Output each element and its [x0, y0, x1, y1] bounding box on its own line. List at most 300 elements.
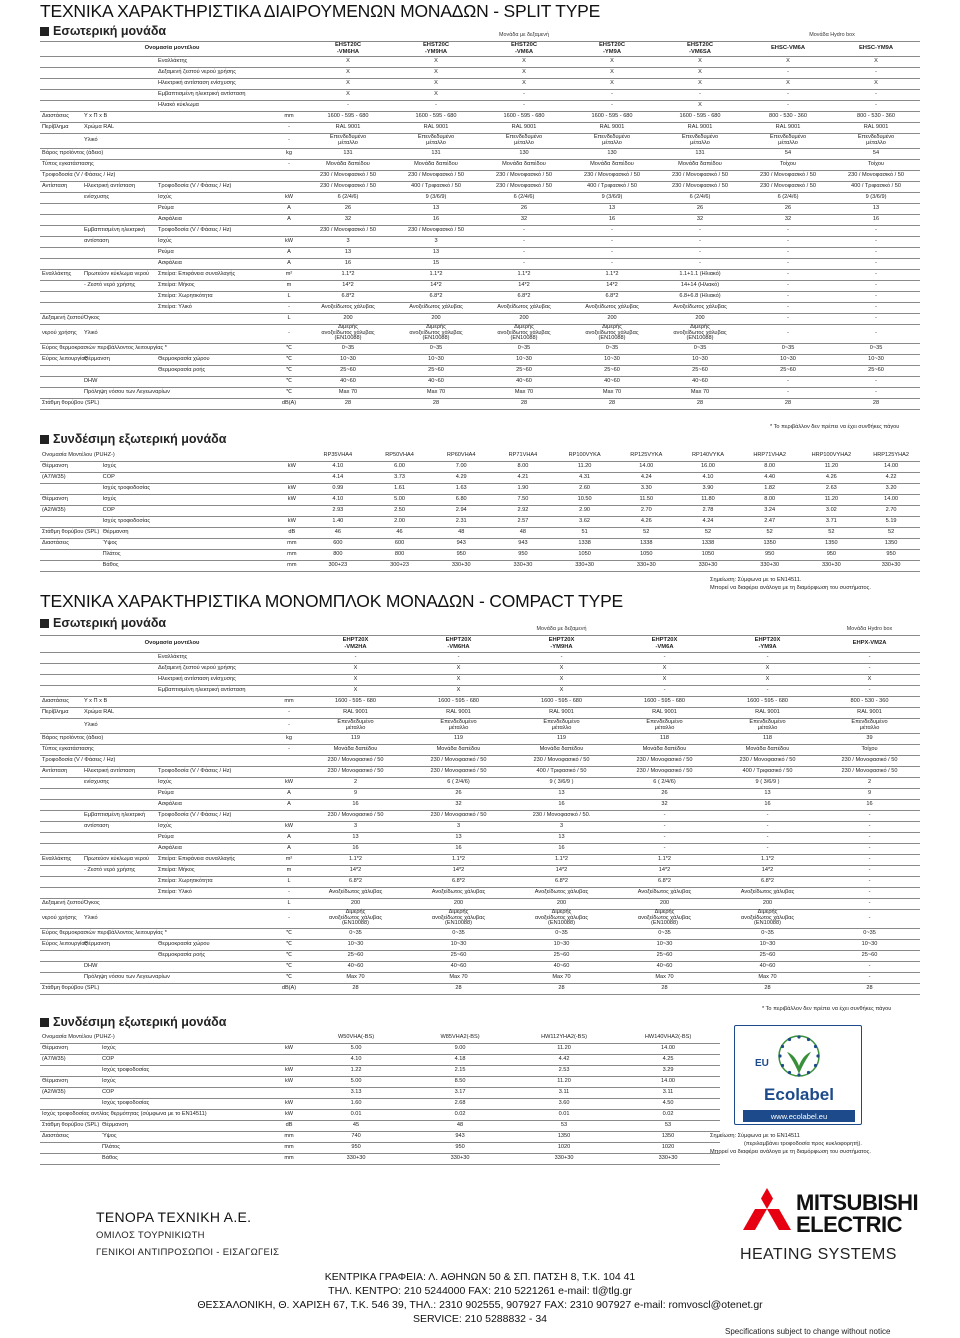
table-cell: 131: [656, 148, 744, 159]
table-cell: -: [716, 832, 819, 843]
table-row: [40, 876, 920, 887]
ecolabel-eu-text: EU: [755, 1058, 769, 1069]
table-cell: ℃: [274, 376, 304, 387]
table-cell: αντίσταση: [82, 236, 156, 247]
table-cell: -: [613, 843, 716, 854]
table-cell: mm: [277, 549, 307, 560]
table-cell: 11.20: [554, 461, 616, 472]
table-cell: Μονάδα δαπέδου: [304, 744, 407, 755]
table-cell: 13: [392, 247, 480, 258]
table-cell: Τοίχου: [832, 159, 920, 170]
table-row: [40, 1043, 720, 1054]
table-cell: (A7/W35): [40, 1054, 100, 1065]
table-row: [40, 122, 920, 133]
table-cell: X: [656, 67, 744, 78]
table-cell: Ανοξείδωτος χάλυβας: [392, 302, 480, 313]
table-cell: 14*2: [304, 280, 392, 291]
table-cell: Ισχύς: [156, 821, 274, 832]
ecolabel-logo: [734, 1025, 862, 1125]
table-row: [40, 159, 920, 170]
table-cell: X: [744, 78, 832, 89]
table-cell: Ονομασία μοντέλου: [40, 41, 304, 56]
table-cell: [40, 291, 82, 302]
table-cell: 10~30: [510, 939, 613, 950]
table-cell: Σπείρα: Υλικό: [156, 302, 274, 313]
table-cell: 10~30: [819, 939, 920, 950]
table-cell: 230 / Μονοφασικό / 50: [304, 181, 392, 192]
compact-title: ΤΕΧΝΙΚΑ ΧΑΡΑΚΤΗΡΙΣΤΙΚΑ ΜΟΝΟΜΠΛΟΚ ΜΟΝΑΔΩΝ - COMPACT TYPE: [40, 591, 624, 611]
table-cell: 2.60: [554, 483, 616, 494]
table-cell: 800: [307, 549, 369, 560]
table-cell: -: [480, 247, 568, 258]
table-cell: Μονάδα Hydro box: [819, 625, 920, 635]
table-cell: Max 70: [407, 972, 510, 983]
table-cell: 118: [716, 733, 819, 744]
table-cell: [156, 324, 274, 343]
table-cell: -: [744, 280, 832, 291]
table-cell: [40, 387, 82, 398]
table-cell: 7.50: [492, 494, 554, 505]
table-row: [40, 1131, 720, 1142]
table-cell: Ασφάλεια: [156, 799, 274, 810]
table-cell: Εύρος λειτουργίας: [40, 354, 82, 365]
table-cell: -: [656, 236, 744, 247]
table-row: [40, 269, 920, 280]
table-cell: 330+30: [554, 560, 616, 571]
table-cell: 6.8*2: [304, 291, 392, 302]
compact-outdoor-heading: [40, 1015, 226, 1029]
table-cell: 10.50: [554, 494, 616, 505]
table-cell: A: [274, 247, 304, 258]
table-cell: 16: [510, 799, 613, 810]
table-cell: -: [480, 100, 568, 111]
table-cell: 330+30: [304, 1153, 408, 1164]
table-cell: 3.17: [408, 1087, 512, 1098]
table-cell: 25~60: [392, 365, 480, 376]
table-row: [40, 494, 920, 505]
table-cell: 1600 - 595 - 680: [613, 696, 716, 707]
table-cell: 5.00: [304, 1043, 408, 1054]
table-cell: 28: [716, 983, 819, 994]
table-row: [40, 192, 920, 203]
table-cell: 943: [430, 538, 492, 549]
table-row: [40, 560, 920, 571]
table-cell: Τροφοδοσία (V / Φάσεις / Hz): [156, 225, 304, 236]
table-cell: 16: [510, 843, 613, 854]
table-cell: 14*2: [480, 280, 568, 291]
table-cell: X: [568, 56, 656, 67]
table-cell: -: [744, 376, 832, 387]
table-cell: Ισχύς: [101, 494, 277, 505]
table-cell: 28: [744, 398, 832, 409]
table-cell: -: [744, 236, 832, 247]
table-cell: [40, 67, 156, 78]
table-cell: 4.18: [408, 1054, 512, 1065]
table-row: [40, 538, 920, 549]
table-cell: Ανοξείδωτος χάλυβας: [407, 887, 510, 898]
table-cell: EHST20C -VM6HA: [304, 41, 392, 56]
table-cell: 4.21: [492, 472, 554, 483]
table-cell: Στάθμη θορύβου (SPL): [40, 1120, 100, 1131]
table-cell: RAL 9001: [392, 122, 480, 133]
table-cell: [82, 258, 156, 269]
table-cell: 14.00: [616, 1076, 720, 1087]
table-cell: 10~30: [716, 939, 819, 950]
table-cell: 40~60: [613, 961, 716, 972]
table-row: [40, 527, 920, 538]
table-cell: W50VHA(-BS): [304, 1033, 408, 1043]
table-cell: X: [568, 78, 656, 89]
table-cell: 230 / Μονοφασικό / 50: [407, 755, 510, 766]
table-cell: kg: [274, 733, 304, 744]
table-cell: EHST20C -YM9HA: [392, 41, 480, 56]
table-cell: -: [480, 236, 568, 247]
table-cell: -: [819, 898, 920, 909]
table-row: [40, 214, 920, 225]
table-cell: Διαστάσεις: [40, 696, 82, 707]
table-cell: [277, 505, 307, 516]
table-cell: ενίσχυσης: [82, 777, 156, 788]
table-cell: RP100VYKA: [554, 451, 616, 461]
table-cell: 230 / Μονοφασικό / 50: [568, 170, 656, 181]
table-cell: [40, 1098, 100, 1109]
table-cell: 16: [304, 843, 407, 854]
table-row: [40, 247, 920, 258]
table-cell: 740: [304, 1131, 408, 1142]
table-cell: X: [407, 674, 510, 685]
table-cell: X: [656, 78, 744, 89]
table-row: [40, 313, 920, 324]
table-cell: HRP100VYHA2: [801, 451, 863, 461]
table-cell: A: [274, 788, 304, 799]
table-cell: COP: [100, 1054, 274, 1065]
table-row: [40, 483, 920, 494]
disclaimer: Specifications subject to change without notice: [725, 1327, 891, 1336]
table-cell: 52: [677, 527, 739, 538]
table-cell: [40, 843, 82, 854]
table-row: [40, 549, 920, 560]
table-cell: [40, 810, 82, 821]
table-cell: kW: [274, 1065, 304, 1076]
table-cell: 2: [819, 777, 920, 788]
table-cell: X: [392, 56, 480, 67]
table-cell: RAL 9001: [568, 122, 656, 133]
table-cell: Ανοξείδωτος χάλυβας: [656, 302, 744, 313]
table-cell: 4.29: [430, 472, 492, 483]
table-cell: 13: [304, 247, 392, 258]
table-cell: 16: [304, 799, 407, 810]
table-cell: (A7/W35): [40, 472, 101, 483]
table-cell: Βάρος προϊόντος (άδειο): [40, 148, 274, 159]
table-cell: Ανοξείδωτος χάλυβας: [304, 887, 407, 898]
table-cell: -: [744, 67, 832, 78]
table-cell: Ονομασία Μοντέλου (PUHZ-): [40, 451, 307, 461]
table-cell: 9 ( 3/6/9 ): [716, 777, 819, 788]
table-cell: 0~35: [304, 343, 392, 354]
table-cell: -: [744, 313, 832, 324]
table-cell: Επενδεδυμένο μέταλλο: [613, 718, 716, 733]
table-cell: 200: [510, 898, 613, 909]
table-cell: X: [568, 67, 656, 78]
table-cell: RAL 9001: [407, 707, 510, 718]
table-cell: νερού χρήσης: [40, 324, 82, 343]
table-cell: Μονάδα με δεξαμενή: [304, 31, 744, 41]
table-row: [40, 343, 920, 354]
table-cell: -: [832, 100, 920, 111]
table-cell: Στάθμη θορύβου (SPL): [40, 527, 101, 538]
table-cell: 8.00: [739, 461, 801, 472]
table-cell: 25~60: [407, 950, 510, 961]
table-cell: 11.50: [615, 494, 677, 505]
table-cell: EHPT20X -VM6A: [613, 635, 716, 652]
table-cell: Σπείρα: Χωρητικότητα: [156, 876, 274, 887]
table-cell: Ισχύς τροφοδοσίας αντλίας θερμότητας (σύμφωνα με το EN14511): [40, 1109, 274, 1120]
table-cell: mm: [274, 696, 304, 707]
table-cell: 800 - 530 - 360: [819, 696, 920, 707]
table-cell: Ανοξείδωτος χάλυβας: [480, 302, 568, 313]
table-cell: 0~35: [716, 928, 819, 939]
table-cell: 230 / Μονοφασικό / 50: [392, 170, 480, 181]
table-cell: 1.90: [492, 483, 554, 494]
brand-name: [796, 1192, 918, 1236]
table-cell: Επενδεδυμένο μέταλλο: [568, 133, 656, 148]
table-cell: 330+30: [512, 1153, 616, 1164]
table-cell: 5.00: [304, 1076, 408, 1087]
split-title: ΤΕΧΝΙΚΑ ΧΑΡΑΚΤΗΡΙΣΤΙΚΑ ΔΙΑΙΡΟΥΜΕΝΩΝ ΜΟΝΑΔΩΝ - SPLIT TYPE: [40, 1, 601, 21]
split-indoor-table: [40, 31, 920, 410]
compact-outdoor-note-2: (περιλαμβάνει τροφοδοσία προς κυκλοφορητή).: [744, 1141, 862, 1147]
table-cell: [40, 247, 82, 258]
table-cell: Εμβαπτισμένη ηλεκτρική: [82, 810, 156, 821]
table-cell: Τοίχου: [744, 159, 832, 170]
table-cell: 9 (3/6/9): [568, 192, 656, 203]
table-cell: 11.20: [801, 494, 863, 505]
table-cell: [156, 909, 274, 928]
table-cell: 1600 - 595 - 680: [510, 696, 613, 707]
table-cell: 1.1*2: [716, 854, 819, 865]
table-row: [40, 1142, 720, 1153]
table-cell: 6.8+6.8 (Ηλιακό): [656, 291, 744, 302]
table-cell: [40, 203, 82, 214]
table-cell: [40, 225, 82, 236]
table-cell: 13: [392, 203, 480, 214]
table-cell: Max 70: [656, 387, 744, 398]
compact-outdoor-note-1: Σημείωση: Σύμφωνα με το EN14511: [710, 1133, 800, 1139]
table-cell: 119: [510, 733, 613, 744]
table-cell: Ισχύς: [101, 461, 277, 472]
bullet-square-icon: [40, 435, 49, 444]
table-cell: Χρώμα RAL: [82, 122, 274, 133]
table-cell: X: [407, 663, 510, 674]
table-cell: 6.8*2: [568, 291, 656, 302]
table-cell: 28: [392, 398, 480, 409]
table-cell: 230 / Μονοφασικό / 50: [744, 170, 832, 181]
table-cell: Ασφάλεια: [156, 843, 274, 854]
table-cell: Υλικό: [82, 133, 274, 148]
table-cell: ℃: [274, 365, 304, 376]
table-cell: kW: [274, 1098, 304, 1109]
table-cell: 40~60: [656, 376, 744, 387]
table-cell: ℃: [274, 961, 304, 972]
table-cell: 10~30: [744, 354, 832, 365]
table-cell: [82, 788, 156, 799]
table-cell: 200: [568, 313, 656, 324]
table-cell: [82, 214, 156, 225]
table-cell: 130: [568, 148, 656, 159]
table-cell: -: [744, 247, 832, 258]
table-cell: 0~35: [832, 343, 920, 354]
table-cell: 14*2: [510, 865, 613, 876]
table-row: [40, 755, 920, 766]
table-cell: Πλάτος: [101, 549, 277, 560]
table-cell: 14*2: [304, 865, 407, 876]
table-cell: Δεξαμενή ζεστού: [40, 313, 82, 324]
table-cell: 9: [304, 788, 407, 799]
table-cell: 1020: [512, 1142, 616, 1153]
table-cell: 200: [304, 313, 392, 324]
table-cell: 950: [304, 1142, 408, 1153]
table-cell: 0.01: [512, 1109, 616, 1120]
table-cell: A: [274, 832, 304, 843]
table-cell: 16: [716, 799, 819, 810]
table-cell: 230 / Μονοφασικό / 50: [407, 766, 510, 777]
table-row: [40, 928, 920, 939]
table-row: [40, 810, 920, 821]
table-cell: [82, 203, 156, 214]
table-cell: Αντίσταση: [40, 181, 82, 192]
table-cell: Επενδεδυμένο μέταλλο: [744, 133, 832, 148]
table-cell: 11.80: [677, 494, 739, 505]
table-cell: 230 / Μονοφασικό / 50: [656, 181, 744, 192]
table-cell: X: [613, 674, 716, 685]
table-cell: 52: [801, 527, 863, 538]
table-cell: 40~60: [480, 376, 568, 387]
table-cell: ℃: [274, 972, 304, 983]
table-cell: 11.20: [512, 1043, 616, 1054]
table-cell: -: [304, 100, 392, 111]
table-cell: 16: [304, 258, 392, 269]
table-cell: [40, 192, 82, 203]
table-cell: Ηλεκτρική αντίσταση ενίσχυσης: [156, 78, 304, 89]
table-cell: 14*2: [392, 280, 480, 291]
table-cell: Σπείρα: Επιφάνεια συναλλαγής: [156, 854, 274, 865]
table-cell: X: [510, 674, 613, 685]
table-cell: 6.80: [430, 494, 492, 505]
table-cell: 52: [739, 527, 801, 538]
table-cell: 131: [304, 148, 392, 159]
table-row: [40, 1054, 720, 1065]
table-row: [40, 707, 920, 718]
table-cell: -: [832, 313, 920, 324]
table-row: [40, 909, 920, 928]
table-cell: HW112YHA2(-BS): [512, 1033, 616, 1043]
table-row: [40, 56, 920, 67]
table-cell: [40, 674, 156, 685]
table-cell: -: [819, 961, 920, 972]
table-cell: 230 / Μονοφασικό / 50: [480, 181, 568, 192]
table-cell: Εύρος θερμοκρασιών περιβάλλοντος λειτουργίας *: [40, 928, 274, 939]
table-cell: Μονάδα δαπέδου: [656, 159, 744, 170]
table-cell: -: [819, 972, 920, 983]
table-cell: Ισχύς: [156, 192, 274, 203]
table-cell: [40, 625, 304, 635]
table-cell: Θέρμανση: [100, 1120, 274, 1131]
table-row: [40, 685, 920, 696]
table-cell: Βάρος προϊόντος (άδειο): [40, 733, 274, 744]
table-cell: 10~30: [480, 354, 568, 365]
table-cell: 25~60: [510, 950, 613, 961]
table-cell: RAL 9001: [716, 707, 819, 718]
table-cell: 6 ( 2/4/6): [407, 777, 510, 788]
table-cell: 2.78: [677, 505, 739, 516]
table-cell: -: [832, 324, 920, 343]
table-cell: 1350: [616, 1131, 720, 1142]
table-cell: 300+23: [369, 560, 431, 571]
table-cell: 1.1*2: [304, 854, 407, 865]
table-cell: 3.60: [512, 1098, 616, 1109]
table-cell: -: [274, 744, 304, 755]
table-cell: -: [480, 225, 568, 236]
table-cell: 400 / Τριφασικό / 50: [716, 766, 819, 777]
table-cell: 0~35: [392, 343, 480, 354]
table-cell: 3.11: [512, 1087, 616, 1098]
table-cell: 1350: [862, 538, 920, 549]
table-cell: Max 70: [304, 387, 392, 398]
table-row: [40, 832, 920, 843]
table-cell: EHPT20X -YM9HA: [510, 635, 613, 652]
table-cell: 3: [407, 821, 510, 832]
table-cell: 330+30: [677, 560, 739, 571]
table-cell: -: [274, 302, 304, 313]
table-cell: 51: [554, 527, 616, 538]
table-cell: 330+30: [430, 560, 492, 571]
table-cell: Όγκος: [82, 898, 156, 909]
table-cell: 6 (2/4/6): [656, 192, 744, 203]
table-cell: 10~30: [304, 354, 392, 365]
table-cell: -: [819, 810, 920, 821]
table-cell: 26: [407, 788, 510, 799]
table-cell: 32: [656, 214, 744, 225]
table-cell: Θερμοκρασία ροής: [156, 950, 274, 961]
table-cell: 14*2: [716, 865, 819, 876]
table-cell: Ύψος: [101, 538, 277, 549]
table-row: [40, 898, 920, 909]
table-cell: 25~60: [568, 365, 656, 376]
table-cell: 1600 - 595 - 680: [716, 696, 819, 707]
table-cell: 14*2: [613, 865, 716, 876]
table-cell: 13: [510, 832, 613, 843]
table-cell: [40, 865, 82, 876]
table-cell: 800 - 530 - 360: [744, 111, 832, 122]
table-row: [40, 1153, 720, 1164]
table-cell: Μονάδα δαπέδου: [716, 744, 819, 755]
table-cell: 32: [744, 214, 832, 225]
table-cell: -: [274, 718, 304, 733]
table-cell: -: [744, 387, 832, 398]
table-cell: Σπείρα: Μήκος: [156, 280, 274, 291]
table-cell: 5.00: [369, 494, 431, 505]
bullet-square-icon: [40, 1018, 49, 1027]
table-cell: 2.90: [554, 505, 616, 516]
table-row: [40, 983, 920, 994]
table-row: [40, 635, 920, 652]
table-cell: Max 70: [613, 972, 716, 983]
table-cell: [82, 843, 156, 854]
table-cell: 15: [392, 258, 480, 269]
table-cell: 45: [304, 1120, 408, 1131]
table-cell: [40, 777, 82, 788]
table-cell: 330+30: [739, 560, 801, 571]
